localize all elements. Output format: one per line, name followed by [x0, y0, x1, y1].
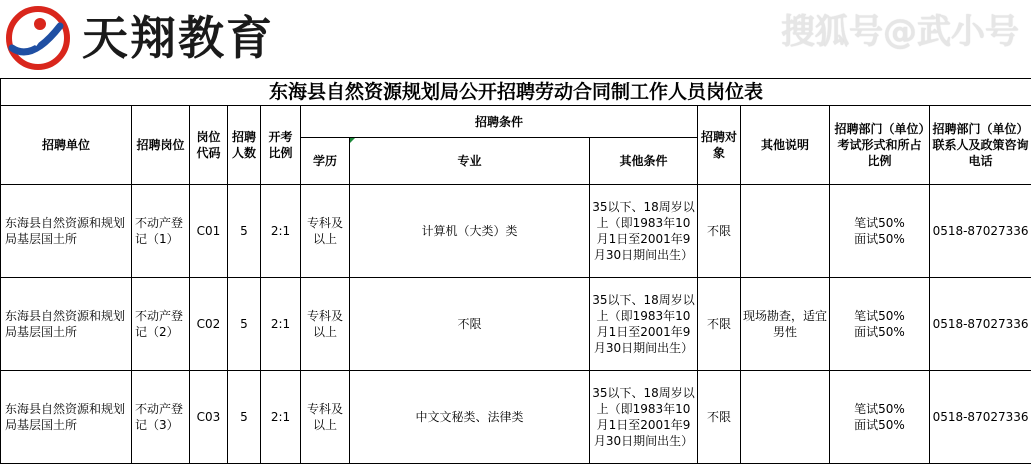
header-conditions: 招聘条件	[301, 106, 698, 138]
cell-major: 不限	[350, 278, 590, 371]
cell-other-conditions: 35以下、18周岁以上（即1983年10月1日至2001年9月30日期间出生）	[590, 185, 698, 278]
job-table-sheet	[0, 78, 1031, 463]
header-code: 岗位代码	[190, 106, 228, 185]
cell-unit: 东海县自然资源和规划局基层国土所	[1, 371, 132, 464]
exam-written: 笔试50%	[832, 308, 927, 324]
cell-major: 中文文秘类、法律类	[350, 371, 590, 464]
cell-position: 不动产登记（1）	[132, 185, 190, 278]
header-notes: 其他说明	[741, 106, 830, 185]
job-table	[0, 78, 1031, 464]
banner	[0, 0, 1031, 76]
cell-code: C02	[190, 278, 228, 371]
table-row	[1, 371, 1031, 464]
header-education: 学历	[301, 138, 350, 185]
cell-count: 5	[228, 185, 261, 278]
tianxiang-logo-icon	[2, 4, 74, 70]
exam-interview: 面试50%	[832, 231, 927, 247]
exam-interview: 面试50%	[832, 417, 927, 433]
cell-education: 专科及以上	[301, 371, 350, 464]
cell-major: 计算机（大类）类	[350, 185, 590, 278]
cell-count: 5	[228, 371, 261, 464]
cell-ratio: 2:1	[261, 371, 301, 464]
header-other-conditions: 其他条件	[590, 138, 698, 185]
exam-written: 笔试50%	[832, 401, 927, 417]
table-title: 东海县自然资源规划局公开招聘劳动合同制工作人员岗位表	[1, 79, 1031, 106]
header-exam-form: 招聘部门（单位）考试形式和所占比例	[830, 106, 930, 185]
cell-other-conditions: 35以下、18周岁以上（即1983年10月1日至2001年9月30日期间出生）	[590, 371, 698, 464]
cell-contact: 0518-87027336	[930, 278, 1031, 371]
exam-written: 笔试50%	[832, 215, 927, 231]
header-position: 招聘岗位	[132, 106, 190, 185]
cell-unit: 东海县自然资源和规划局基层国土所	[1, 185, 132, 278]
header-ratio: 开考比例	[261, 106, 301, 185]
header-count: 招聘人数	[228, 106, 261, 185]
cell-notes	[741, 185, 830, 278]
cell-education: 专科及以上	[301, 185, 350, 278]
exam-interview: 面试50%	[832, 324, 927, 340]
cell-code: C01	[190, 185, 228, 278]
cell-notes	[741, 371, 830, 464]
header-major: 专业	[350, 138, 590, 185]
cell-ratio: 2:1	[261, 185, 301, 278]
cell-count: 5	[228, 278, 261, 371]
cell-target: 不限	[698, 185, 741, 278]
header-unit: 招聘单位	[1, 106, 132, 185]
cell-position: 不动产登记（2）	[132, 278, 190, 371]
table-row	[1, 278, 1031, 371]
cell-code: C03	[190, 371, 228, 464]
watermark: 搜狐号@武小号	[781, 10, 1019, 54]
cell-exam-form	[830, 185, 930, 278]
table-row	[1, 185, 1031, 278]
cell-exam-form	[830, 371, 930, 464]
cell-contact: 0518-87027336	[930, 371, 1031, 464]
cell-exam-form	[830, 278, 930, 371]
cell-unit: 东海县自然资源和规划局基层国土所	[1, 278, 132, 371]
cell-position: 不动产登记（3）	[132, 371, 190, 464]
cell-target: 不限	[698, 278, 741, 371]
cell-education: 专科及以上	[301, 278, 350, 371]
brand-name: 天翔教育	[82, 12, 274, 64]
cell-target: 不限	[698, 371, 741, 464]
cell-other-conditions: 35以下、18周岁以上（即1983年10月1日至2001年9月30日期间出生）	[590, 278, 698, 371]
header-contact: 招聘部门（单位） 联系人及政策咨询电话	[930, 106, 1031, 185]
cell-notes: 现场勘查，适宜男性	[741, 278, 830, 371]
header-target: 招聘对象	[698, 106, 741, 185]
cell-ratio: 2:1	[261, 278, 301, 371]
cell-contact: 0518-87027336	[930, 185, 1031, 278]
